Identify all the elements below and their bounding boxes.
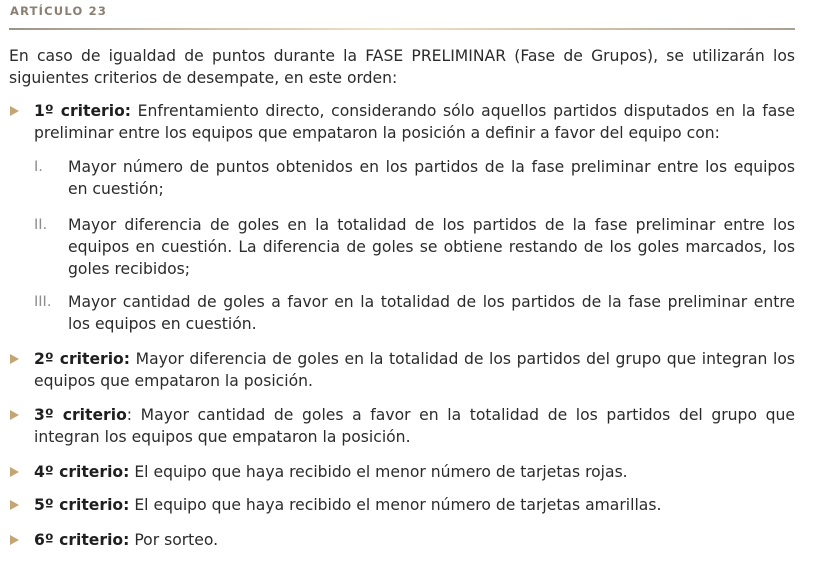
criterion-4 [34, 461, 795, 483]
criterion-text: El equipo que haya recibido el menor número de tarjetas rojas. [129, 463, 628, 481]
title-divider [9, 28, 795, 30]
criterion-label: 1º criterio: [34, 102, 132, 120]
criterion-6 [34, 529, 795, 551]
criterion-label: 3º criterio [34, 406, 127, 424]
criterion-label: 5º criterio: [34, 496, 130, 514]
criterion-text: Por sorteo. [129, 531, 219, 549]
criterion-label: 4º criterio: [34, 463, 130, 481]
criterion-text: : Mayor cantidad de goles a favor en la totalidad de los partidos del grupo que integran los equipos que empataron la posición. [34, 406, 795, 446]
criterion-1 [34, 100, 795, 144]
sub-item-text: Mayor diferencia de goles en la totalidad de los partidos de la fase preliminar entre los equipos en cuestión. La diferencia de goles se obtiene restando de los goles marcados, los goles recibidos; [68, 216, 795, 278]
criterion-text: Mayor diferencia de goles en la totalidad de los partidos del grupo que integran los equipos que empataron la posición. [34, 350, 795, 390]
sub-item-text: Mayor cantidad de goles a favor en la totalidad de los partidos de la fase preliminar entre los equipos en cuestión. [68, 293, 795, 333]
roman-numeral: II. [34, 217, 48, 233]
criterion-text: Enfrentamiento directo, considerando sólo aquellos partidos disputados en la fase preliminar entre los equipos que empataron la posición a definir a favor del equipo con: [34, 102, 795, 142]
intro-paragraph: En caso de igualdad de puntos durante la FASE PRELIMINAR (Fase de Grupos), se utilizarán los siguientes criterios de desempate, en este orden: [9, 47, 795, 87]
criterion-text: El equipo que haya recibido el menor número de tarjetas amarillas. [129, 496, 662, 514]
triangle-bullet-icon [10, 354, 19, 364]
criterion-2 [34, 348, 795, 392]
roman-numeral: I. [34, 159, 43, 175]
criterion-5 [34, 494, 795, 516]
triangle-bullet-icon [10, 500, 19, 510]
criterion-3 [34, 404, 795, 448]
criterion-label: 2º criterio: [34, 350, 131, 368]
triangle-bullet-icon [10, 410, 19, 420]
sub-item-text: Mayor número de puntos obtenidos en los partidos de la fase preliminar entre los equipos en cuestión; [68, 158, 795, 198]
triangle-bullet-icon [10, 535, 19, 545]
triangle-bullet-icon [10, 106, 19, 116]
criterion-label: 6º criterio: [34, 531, 130, 549]
roman-numeral: III. [34, 294, 52, 310]
article-title: ARTÍCULO 23 [10, 4, 108, 18]
triangle-bullet-icon [10, 467, 19, 477]
